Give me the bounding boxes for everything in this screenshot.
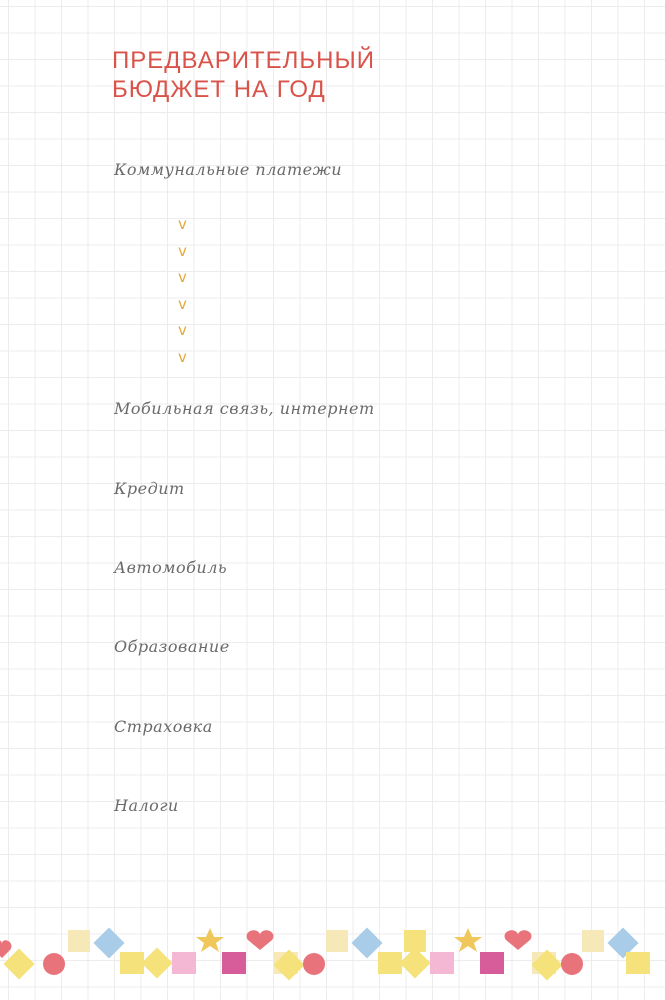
square-icon (378, 952, 402, 974)
checkmark-icon: v (178, 241, 187, 260)
page-title (112, 46, 375, 104)
checkmark-icon: v (178, 347, 187, 366)
square-icon (351, 927, 382, 958)
category-mobile-internet: Мобильная связь, интернет (114, 399, 375, 418)
decorative-border (0, 918, 665, 1000)
circle-icon (561, 953, 583, 975)
heart-icon (247, 930, 274, 950)
page-title-line-1: ПРЕДВАРИТЕЛЬНЫЙ (112, 47, 375, 74)
heart-icon (505, 930, 532, 950)
border-pattern-left (0, 927, 325, 980)
star-icon (196, 928, 224, 952)
square-icon (68, 930, 90, 952)
heart-icon (0, 940, 11, 958)
circle-icon (303, 953, 325, 975)
square-icon (430, 952, 454, 974)
star-icon (454, 928, 482, 952)
category-utilities: Коммунальные платежи (114, 160, 343, 179)
checkmark-icon: v (178, 268, 187, 287)
category-taxes: Налоги (114, 796, 179, 815)
checkmark-icon: v (178, 294, 187, 313)
square-icon (3, 948, 34, 979)
square-icon (326, 930, 348, 952)
category-education: Образование (114, 637, 230, 656)
square-icon (141, 947, 172, 978)
square-icon (582, 930, 604, 952)
square-icon (626, 952, 650, 974)
utilities-checklist (178, 214, 187, 374)
square-icon (172, 952, 196, 974)
page-title-line-2: БЮДЖЕТ НА ГОД (112, 76, 326, 103)
square-icon (480, 952, 504, 974)
category-insurance: Страховка (114, 717, 213, 736)
square-icon (399, 947, 430, 978)
category-credit: Кредит (114, 479, 185, 498)
circle-icon (43, 953, 65, 975)
square-icon (93, 927, 124, 958)
border-pattern-right (326, 927, 650, 980)
square-icon (222, 952, 246, 974)
category-car: Автомобиль (114, 558, 228, 577)
square-icon (120, 952, 144, 974)
checkmark-icon: v (178, 215, 187, 233)
checkmark-icon: v (178, 321, 187, 340)
